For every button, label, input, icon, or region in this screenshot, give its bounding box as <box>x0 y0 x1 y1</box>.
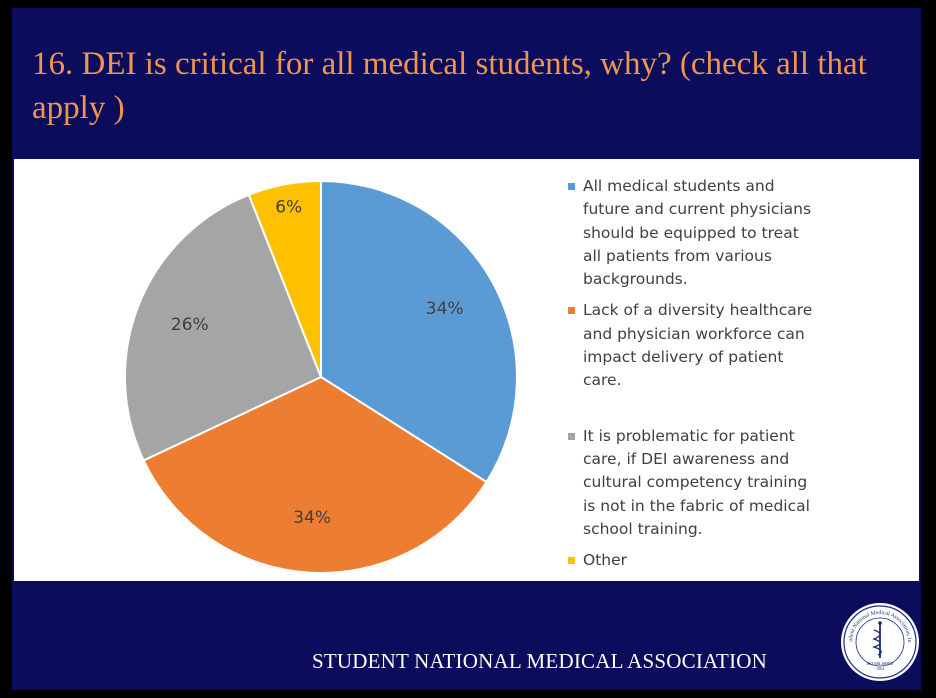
legend-item <box>568 175 818 291</box>
legend-swatch <box>568 307 575 314</box>
legend-label: Lack of a diversity healthcare and physician workforce can impact delivery of patient care. <box>583 301 813 390</box>
data-label: 34% <box>425 299 464 320</box>
legend-label: All medical students and future and current physicians should be equipped to treat all patients from various backgrounds. <box>583 177 812 289</box>
legend-item <box>568 299 818 392</box>
snma-seal-logo <box>840 602 920 682</box>
data-label: 34% <box>293 507 332 528</box>
chart-legend <box>568 175 818 572</box>
chart-panel <box>14 159 919 581</box>
legend-swatch <box>568 557 575 564</box>
legend-swatch <box>568 433 575 440</box>
data-label: 26% <box>170 315 209 336</box>
legend-swatch <box>568 183 575 190</box>
legend-label: It is problematic for patient care, if DEI awareness and cultural competency training is not in the fabric of medical school training. <box>583 426 810 538</box>
legend-item <box>568 425 818 541</box>
slide <box>12 8 921 690</box>
seal-ring-text: udent National Medical Association, In <box>847 609 913 643</box>
organization-name: STUDENT NATIONAL MEDICAL ASSOCIATION <box>312 649 767 673</box>
legend-item <box>568 549 818 572</box>
seal-year: 1964 <box>876 666 884 671</box>
seal-established: ESTABLISHED <box>866 661 894 666</box>
data-label: 6% <box>275 197 303 218</box>
slide-title: 16. DEI is critical for all medical students, why? (check all that apply ) <box>32 46 867 126</box>
pie-chart <box>14 159 554 581</box>
legend-label: Other <box>583 551 628 570</box>
